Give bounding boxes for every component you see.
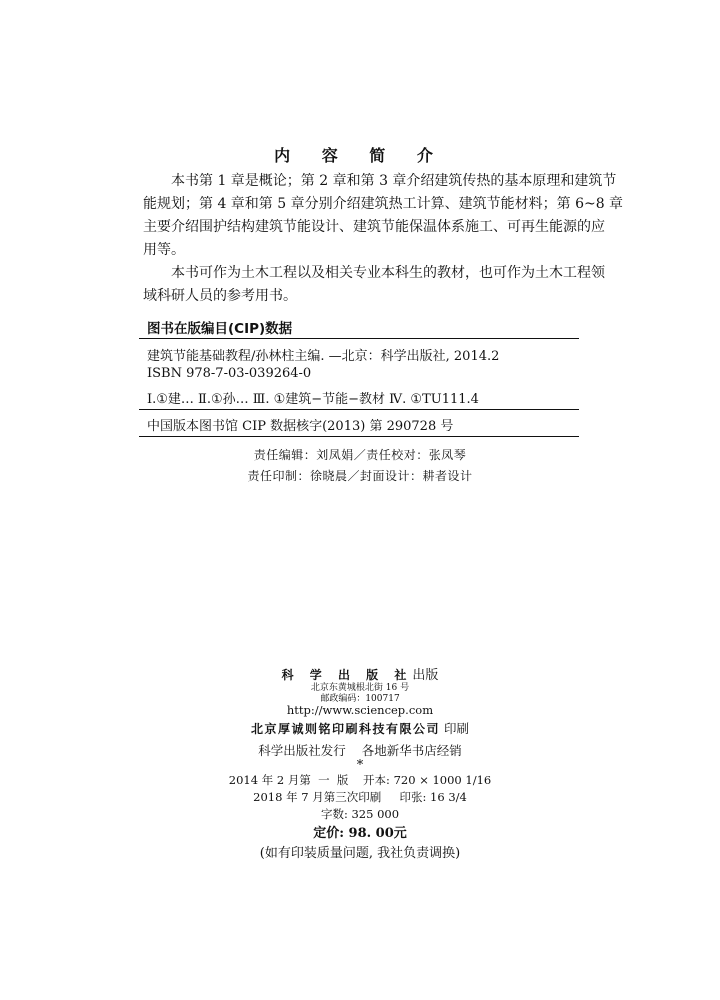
cip-title-line: 建筑节能基础教程/孙林柱主编. —北京：科学出版社, 2014.2 — [147, 349, 500, 364]
separator-star: * — [356, 758, 364, 773]
edition-line-2: 2018 年 7 月第三次印刷 印张: 16 3/4 — [253, 790, 467, 804]
printer-brand: 北京厚诚则铭印刷科技有限公司 — [250, 722, 440, 736]
staff-credits-editor: 责任编辑：刘凤娟／责任校对：张凤琴 — [253, 448, 467, 462]
abstract-title: 内 容 简 介 — [274, 146, 446, 165]
abstract-line: 用等。 — [143, 242, 185, 258]
replacement-note: (如有印装质量问题, 我社负责调换) — [259, 846, 461, 861]
abstract-line: 本书第 1 章是概论；第 2 章和第 3 章介绍建筑传热的基本原理和建筑节 — [171, 173, 617, 189]
distribution-line: 科学出版社发行 各地新华书店经销 — [258, 743, 462, 758]
abstract-line: 本书可作为土木工程以及相关专业本科生的教材，也可作为土木工程领 — [171, 265, 605, 281]
publisher-postcode: 邮政编码：100717 — [320, 694, 400, 704]
publisher-url: http://www.sciencep.com — [286, 703, 434, 717]
publisher-suffix: 出版 — [412, 668, 439, 683]
cip-top-rule — [139, 338, 579, 339]
cip-bottom-rule — [139, 436, 579, 437]
cip-isbn: ISBN 978-7-03-039264-0 — [147, 366, 312, 381]
printer-line — [0, 719, 720, 737]
cip-classification: Ⅰ.①建… Ⅱ.①孙… Ⅲ. ①建筑−节能−教材 Ⅳ. ①TU111.4 — [147, 392, 479, 407]
abstract-line: 域科研人员的参考用书。 — [143, 288, 297, 304]
staff-credits-production: 责任印制：徐晓晨／封面设计：耕者设计 — [247, 469, 473, 483]
abstract-line: 主要介绍围护结构建筑节能设计、建筑节能保温体系施工、可再生能源的应 — [143, 219, 605, 235]
cip-heading: 图书在版编目(CIP)数据 — [147, 321, 293, 337]
price: 定价: 98. 00元 — [313, 826, 407, 841]
publisher-address: 北京东黄城根北街 16 号 — [310, 683, 410, 693]
publisher-brand: 科 学 出 版 社 — [281, 668, 413, 682]
word-count: 字数: 325 000 — [320, 807, 400, 821]
cip-middle-rule — [139, 409, 579, 410]
edition-line-1: 2014 年 2 月第 一 版 开本: 720 × 1000 1/16 — [228, 773, 492, 787]
abstract-line: 能规划；第 4 章和第 5 章分别介绍建筑热工计算、建筑节能材料；第 6~8 章 — [143, 196, 624, 212]
printer-suffix: 印刷 — [443, 721, 469, 736]
cip-number: 中国版本图书馆 CIP 数据核字(2013) 第 290728 号 — [147, 419, 454, 434]
